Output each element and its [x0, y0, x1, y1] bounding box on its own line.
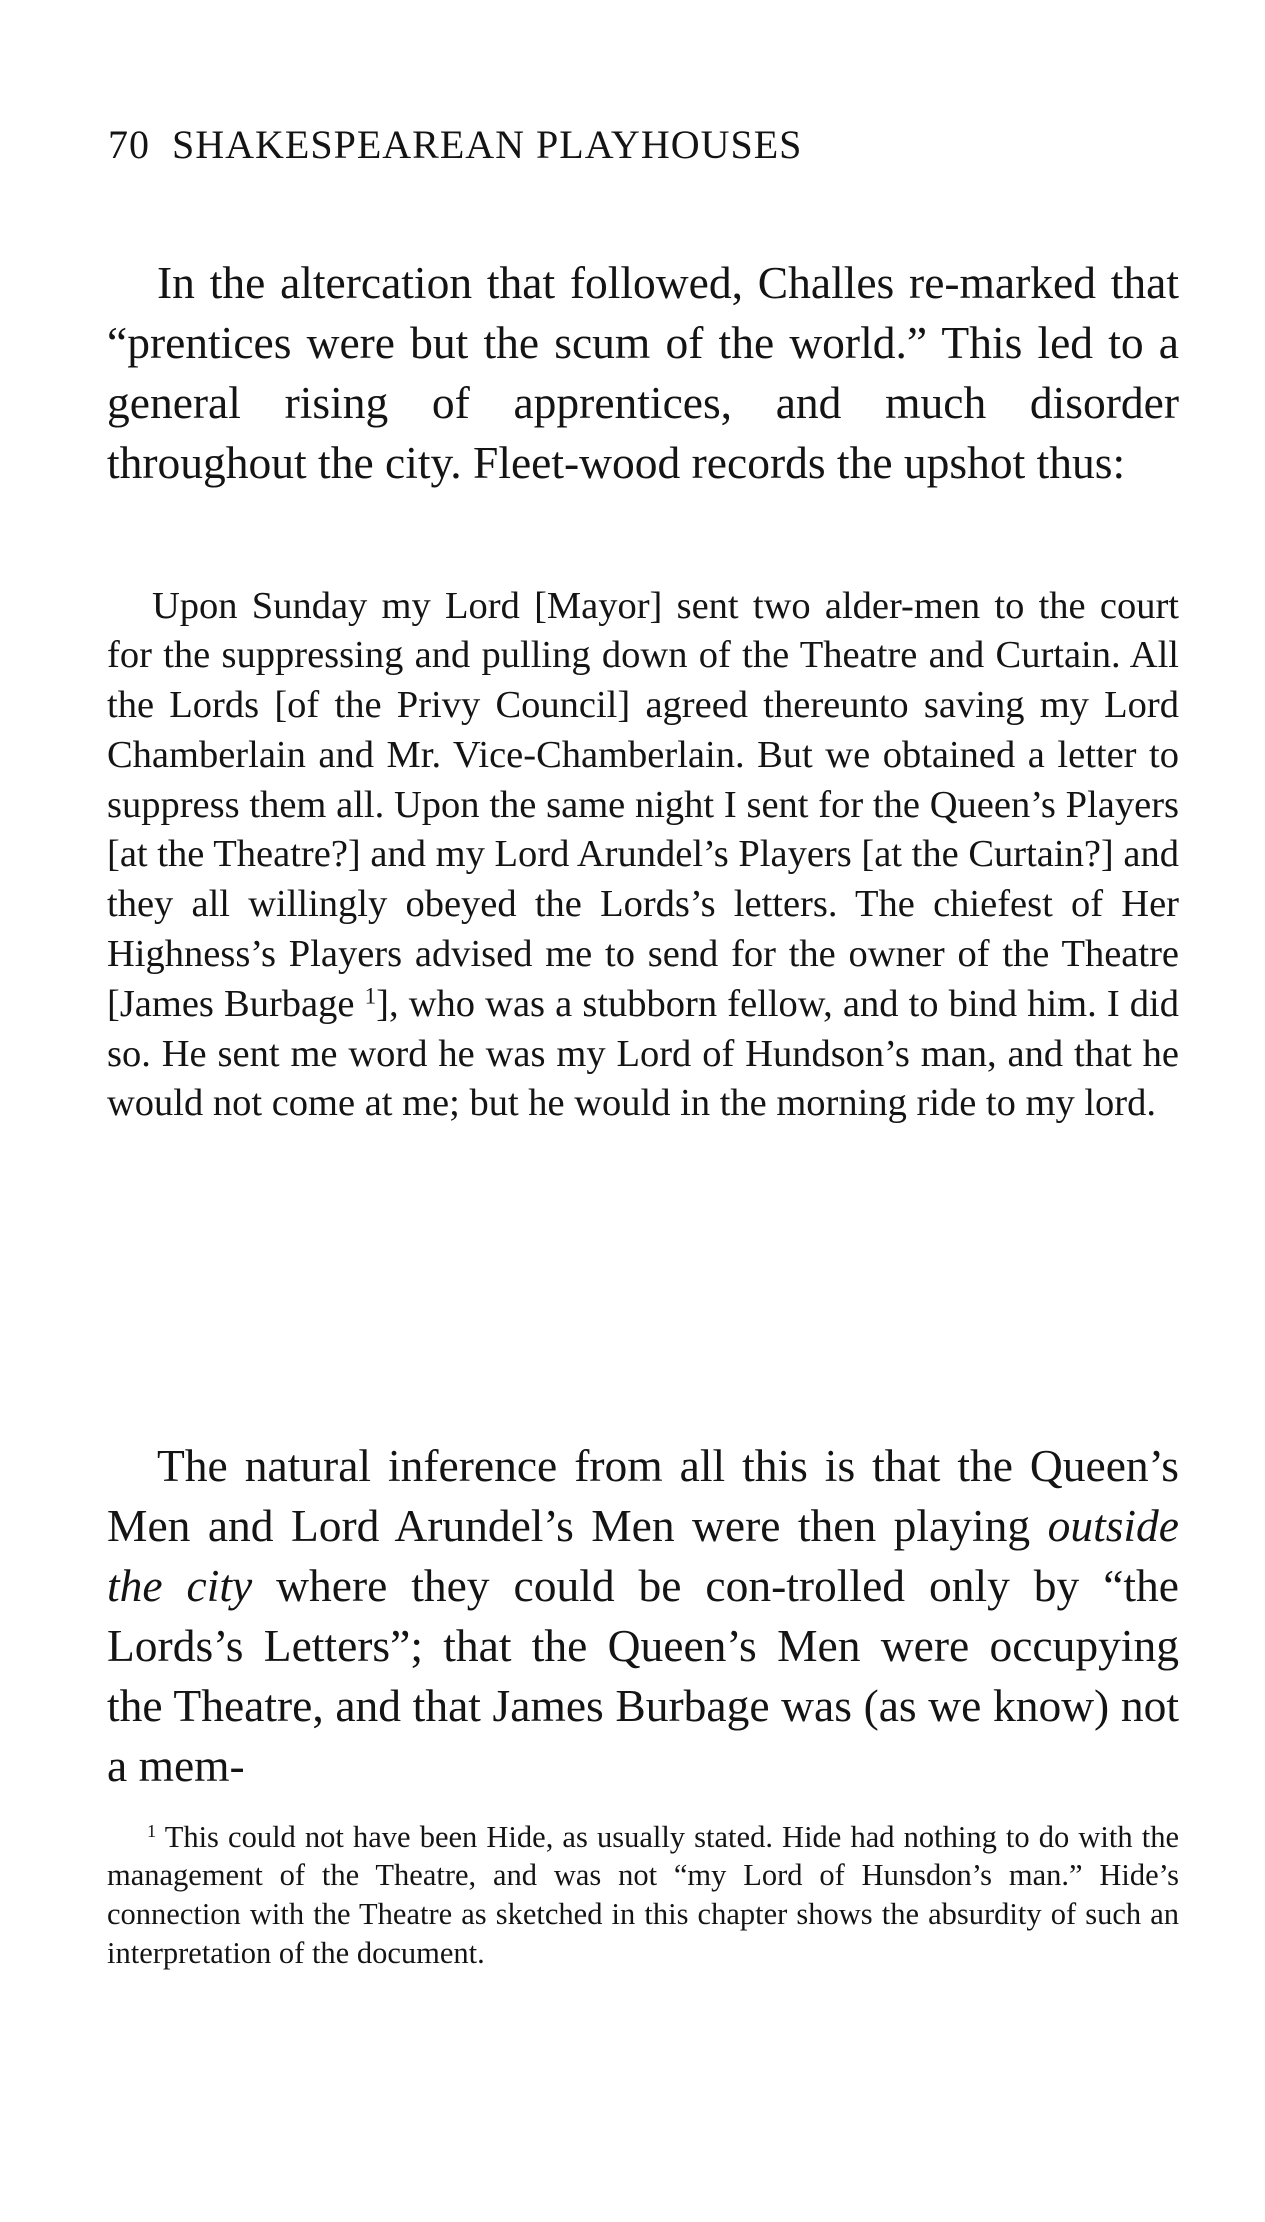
paragraph-2-text-start: The natural inference from all this is that the Queen’s Men and Lord Arundel’s Men were then playing	[107, 1439, 1179, 1551]
italic-phrase: outside the city	[107, 1499, 1179, 1611]
paragraph-2-text-end: where they could be con-trolled only by “the Lords’s Letters”; that the Queen’s Men were occupying the Theatre, and that James Burbage was (as we know) not a mem-	[107, 1559, 1179, 1791]
block-quote	[107, 582, 1179, 1130]
footnote	[107, 1818, 1179, 1973]
quote-text-before-note: Upon Sunday my Lord [Mayor] sent two alder-men to the court for the suppressing and pulling down of the Theatre and Curtain. All the Lords [of the Privy Council] agreed thereunto saving my Lord Chamberlain and Mr. Vice-Chamberlain. But we obtained a letter to suppress them all. Upon the same night I sent for the Queen’s Players [at the Theatre?] and my Lord Arundel’s Players [at the Curtain?] and they all willingly obeyed the Lords’s letters. The chiefest of Her Highness’s Players advised me to send for the owner of the Theatre [James Burbage	[107, 584, 1179, 1025]
quote-text-after-note: ], who was a stubborn fellow, and to bind him. I did so. He sent me word he was my Lord of Hundson’s man, and that he would not come at me; but he would in the morning ride to my lord.	[107, 982, 1180, 1125]
footnote-reference: 1	[364, 982, 377, 1009]
footnote-marker: 1	[147, 1820, 157, 1841]
running-title: SHAKESPEAREAN PLAYHOUSES	[172, 122, 803, 167]
page-number: 70	[108, 122, 150, 167]
running-head	[108, 118, 802, 169]
body-paragraph-1: In the altercation that followed, Challes re-marked that “prentices were but the scum of the world.” This led to a general rising of apprentices, and much disorder throughout the city. Fleet-wood records the upshot thus:	[107, 256, 1179, 488]
footnote-text: This could not have been Hide, as usually stated. Hide had nothing to do with the management of the Theatre, and was not “my Lord of Hunsdon’s man.” Hide’s connection with the Theatre as sketched in this chapter shows the absurdity of such an interpretation of the document.	[107, 1819, 1179, 1970]
body-paragraph-2	[107, 1436, 1179, 1796]
